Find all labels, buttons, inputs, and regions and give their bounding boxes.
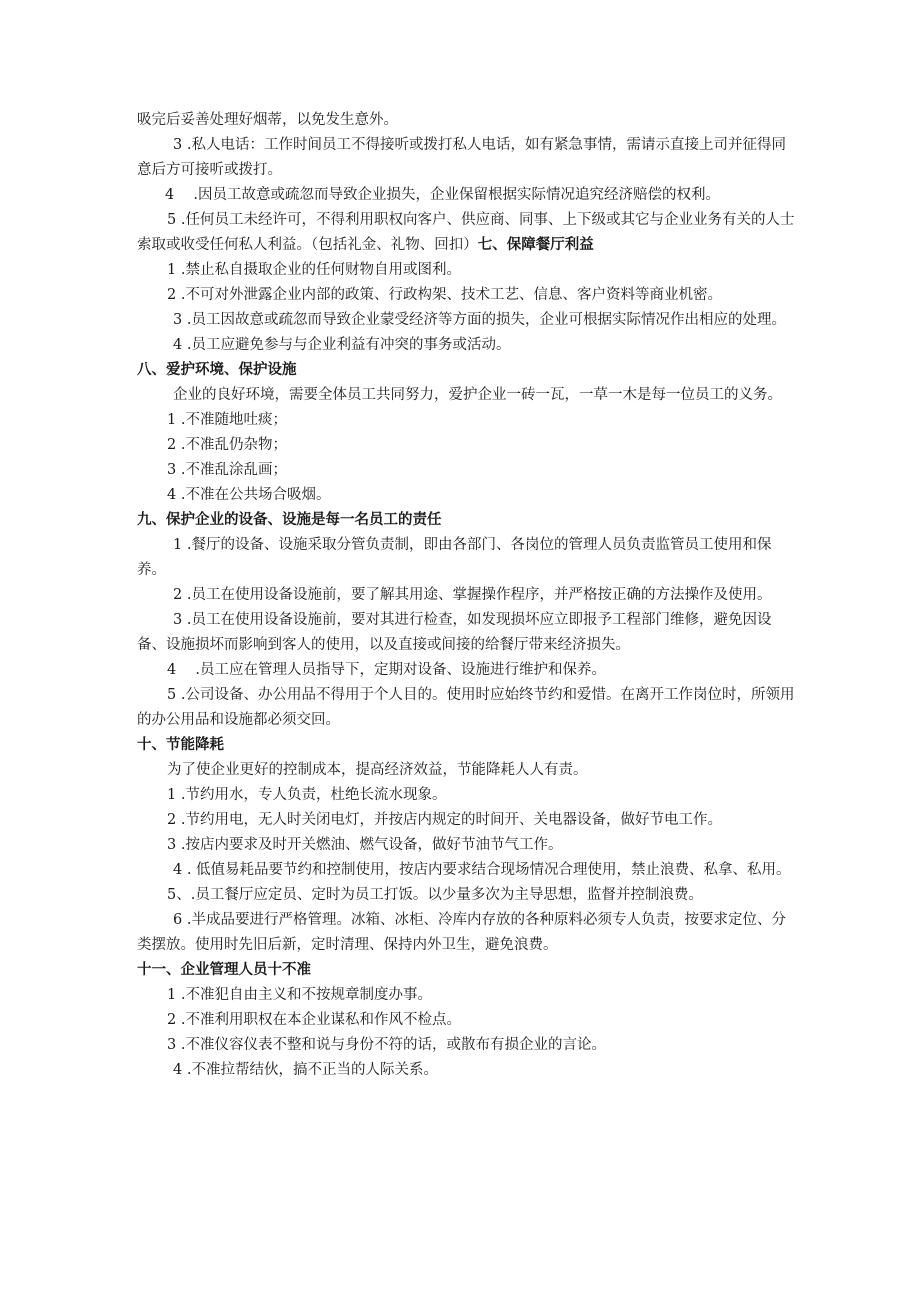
list-item: 2 .节约用电，无人时关闭电灯，并按店内规定的时间开、关电器设备，做好节电工作。 xyxy=(167,812,722,828)
list-item: 2 .不准乱仍杂物； xyxy=(167,437,287,453)
list-item: 3 .按店内要求及时开关燃油、燃气设备，做好节油节气工作。 xyxy=(167,837,563,853)
list-item: 1 .不准随地吐痰； xyxy=(167,412,287,428)
list-item: 3 .员工因故意或疏忽而导致企业蒙受经济等方面的损失，企业可根据实际情况作出相应的处理。 xyxy=(173,312,786,328)
list-item: 1 .节约用水，专人负责，杜绝长流水现象。 xyxy=(167,787,447,803)
list-item: 1 .不准犯自由主义和不按规章制度办事。 xyxy=(167,987,432,1003)
paragraph-smoking-end: 吸完后妥善处理好烟蒂，以免发生意外。 xyxy=(137,112,398,128)
paragraph-private-benefit xyxy=(137,208,797,258)
section-7-heading: 七、保障餐厅利益 xyxy=(477,237,594,253)
list-item: 6 .半成品要进行严格管理。冰箱、冰柜、冷库内存放的各种原料必须专人负责，按要求定位、分类摆放。使用时先旧后新，定时清理、保持内外卫生，避免浪费。 xyxy=(137,912,786,953)
list-item: 3 .员工在使用设备设施前，要对其进行检查，如发现损坏应立即报予工程部门维修，避免因设备、设施损坏而影响到客人的使用，以及直接或间接的给餐厅带来经济损失。 xyxy=(137,612,772,653)
paragraph-private-phone: 3 .私人电话：工作时间员工不得接听或拨打私人电话，如有紧急事情，需请示直接上司并征得同意后方可接听或拨打。 xyxy=(137,137,786,178)
section-8-heading: 八、爱护环境、保护设施 xyxy=(137,362,297,378)
list-item: 1 .餐厅的设备、设施采取分管负责制，即由各部门、各岗位的管理人员负责监管员工使用和保养。 xyxy=(137,537,772,578)
paragraph-loss-compensation: 4 .因员工故意或疏忽而导致企业损失，企业保留根据实际情况追究经济赔偿的权利。 xyxy=(165,187,720,203)
list-item: 5 .公司设备、办公用品不得用于个人目的。使用时应始终节约和爱惜。在离开工作岗位时，所领用的办公用品和设施都必须交回。 xyxy=(137,687,795,728)
list-item: 5、.员工餐厅应定员、定时为员工打饭。以少量多次为主导思想，监督并控制浪费。 xyxy=(167,887,703,903)
list-item: 3 .不准仪容仪表不整和说与身份不符的话，或散布有损企业的言论。 xyxy=(167,1037,606,1053)
section-10-intro: 为了使企业更好的控制成本，提高经济效益，节能降耗人人有责。 xyxy=(167,762,588,778)
private-benefit-text: 5 .任何员工未经许可，不得利用职权向客户、供应商、同事、上下级或其它与企业业务有关的人士索取或收受任何私人利益。（包括礼金、礼物、回扣） xyxy=(137,212,795,253)
list-item: 2 .不可对外泄露企业内部的政策、行政构架、技术工艺、信息、客户资料等商业机密。 xyxy=(167,287,722,303)
section-10-heading: 十、节能降耗 xyxy=(137,737,224,753)
list-item: 4 .不准在公共场合吸烟。 xyxy=(167,487,331,503)
section-8-intro: 企业的良好环境，需要全体员工共同努力，爱护企业一砖一瓦，一草一木是每一位员工的义务。 xyxy=(173,387,782,403)
list-item: 3 .不准乱涂乱画； xyxy=(167,462,287,478)
document-page xyxy=(137,108,797,1083)
list-item: 4 . 低值易耗品要节约和控制使用，按店内要求结合现场情况合理使用，禁止浪费、私拿、私用。 xyxy=(173,862,791,878)
list-item: 2 .员工在使用设备设施前，要了解其用途、掌握操作程序，并严格按正确的方法操作及使用。 xyxy=(173,587,772,603)
list-item: 4 .员工应在管理人员指导下，定期对设备、设施进行维护和保养。 xyxy=(167,662,606,678)
section-9-heading: 九、保护企业的设备、设施是每一名员工的责任 xyxy=(137,512,442,528)
list-item: 1 .禁止私自摄取企业的任何财物自用或图利。 xyxy=(167,262,461,278)
section-11-heading: 十一、企业管理人员十不准 xyxy=(137,962,311,978)
list-item: 2 .不准利用职权在本企业谋私和作风不检点。 xyxy=(167,1012,461,1028)
list-item: 4 .不准拉帮结伙，搞不正当的人际关系。 xyxy=(173,1062,438,1078)
list-item: 4 .员工应避免参与与企业利益有冲突的事务或活动。 xyxy=(173,337,511,353)
